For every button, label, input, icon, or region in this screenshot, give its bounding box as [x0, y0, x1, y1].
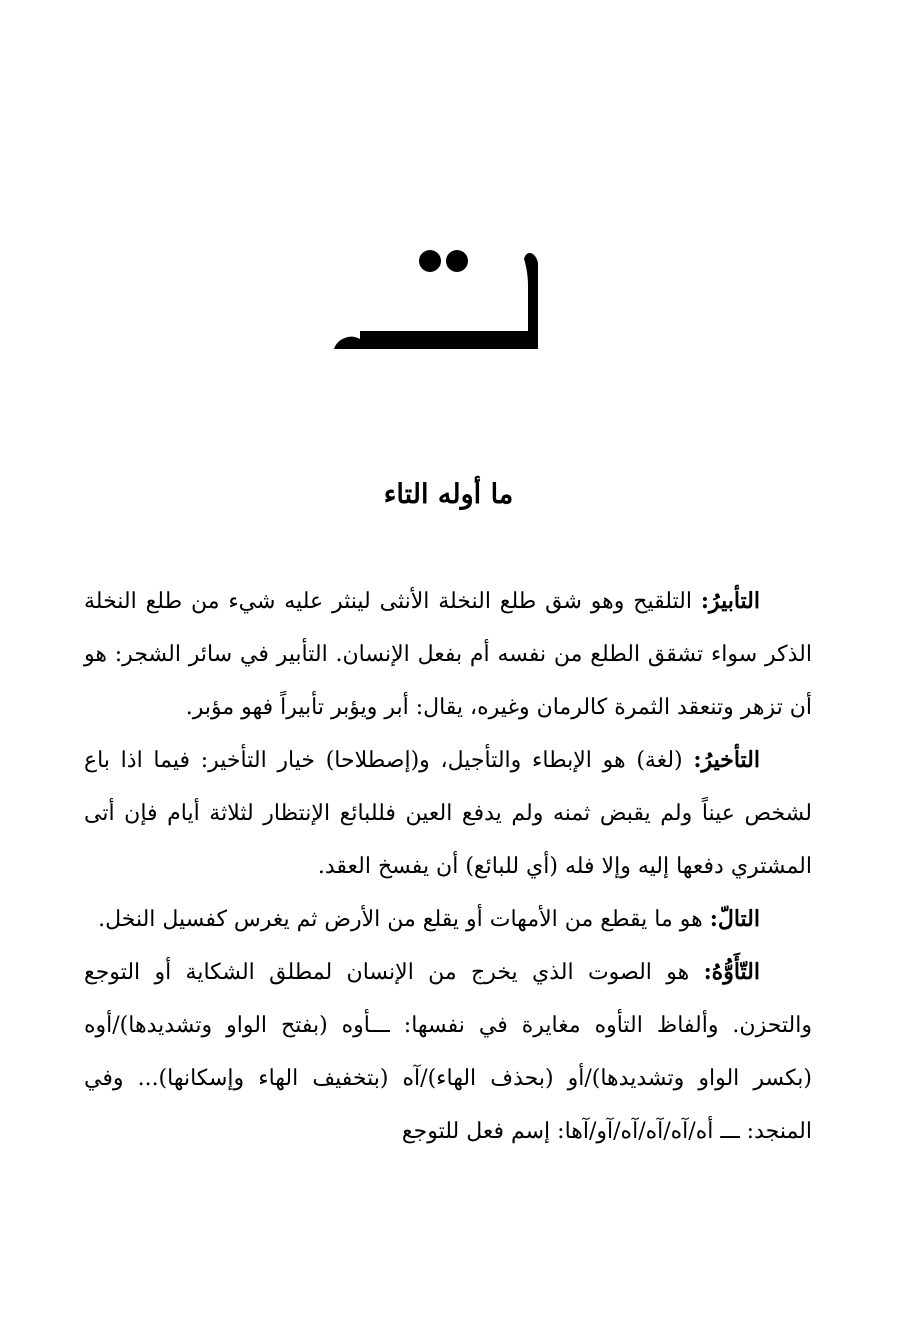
entry-ta-bir [84, 575, 812, 734]
entry-tall [84, 893, 812, 946]
entry-definition: (لغة) هو الإبطاء والتأجيل، و(إصطلاحا) خيار التأخير: فيما اذا باع لشخص عيناً ولم يقبض ثمنه ولم يدفع العين فللبائع الإنتظار لثلاثة أيام فإن أتى المشتري دفعها إليه وإلا فله (أي للبائع) أن يفسخ العقد. [84, 748, 812, 879]
entry-term: التّأَوُّهُ: [703, 959, 760, 985]
entry-definition: هو ما يقطع من الأمهات أو يقلع من الأرض ثم يغرس كفسيل النخل. [98, 907, 710, 932]
entry-term: التأبيرُ: [700, 588, 760, 614]
entry-term: التأخيرُ: [693, 747, 760, 773]
letter-ta-heading-graphic [330, 245, 542, 355]
entry-definition: هو الصوت الذي يخرج من الإنسان لمطلق الشكاية أو التوجع والتحزن. وألفاظ التأوه مغايرة في نفسها: ـــأوه (بفتح الواو وتشديدها)/أوه (بكسر الواو وتشديدها)/أو (بحذف الهاء)/آه (بتخفيف الهاء وإسكانها)... وفي المنجد: ـــ أه/آه/آه/آه/آو/آها: إسم فعل للتوجع [84, 960, 812, 1144]
letter-dot-right [446, 250, 468, 272]
section-title: ما أوله التاء [383, 479, 514, 510]
entry-ta-khir [84, 734, 812, 893]
entries-list [84, 575, 812, 1158]
entry-term: التالّ: [709, 906, 760, 932]
entry-ta-awwuh [84, 946, 812, 1158]
entry-definition: التلقيح وهو شق طلع النخلة الأنثى لينثر عليه شيء من طلع النخلة الذكر سواء تشقق الطلع من نفسه أم بفعل الإنسان. التأبير في سائر الشجر: هو أن تزهر وتنعقد الثمرة كالرمان وغيره، يقال: أبر ويؤبر تأبيراً فهو مؤبر. [84, 589, 812, 720]
letter-dot-left [419, 250, 441, 272]
